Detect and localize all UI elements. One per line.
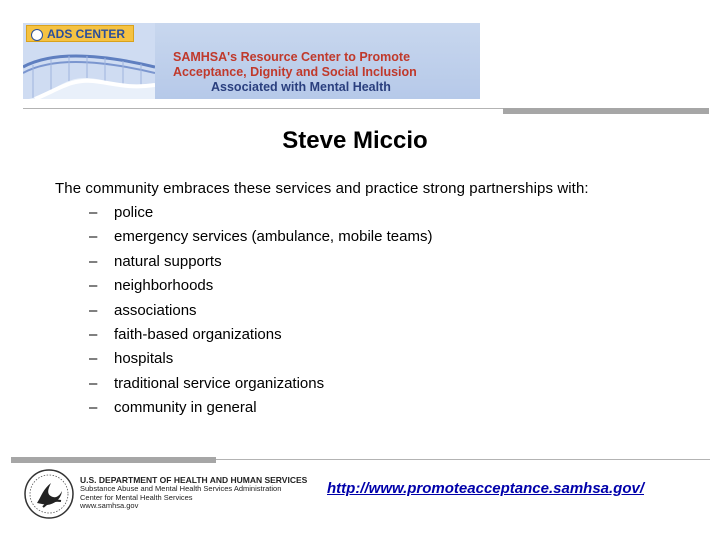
hhs-eagle-logo-icon (23, 467, 75, 521)
dash-bullet: – (89, 204, 98, 221)
header-divider (23, 108, 503, 109)
list-item-text: faith-based organizations (114, 325, 282, 343)
list-item-text: emergency services (ambulance, mobile teams) (114, 228, 433, 246)
list-item-text: neighborhoods (114, 277, 214, 295)
list-item (89, 253, 432, 277)
list-item (89, 204, 432, 228)
list-item (89, 326, 432, 350)
footer-divider-accent (11, 457, 216, 463)
slide-title: Steve Miccio (282, 127, 428, 154)
dash-bullet: – (89, 325, 98, 343)
header-banner (23, 23, 480, 99)
dash-bullet: – (89, 374, 98, 392)
header-divider-accent (503, 108, 709, 114)
list-item (89, 277, 432, 301)
list-item (89, 228, 432, 252)
list-item-text: police (114, 204, 154, 221)
promote-acceptance-link[interactable]: http://www.promoteacceptance.samhsa.gov/ (327, 480, 645, 497)
hhs-text-block (80, 476, 307, 511)
hhs-center: Center for Mental Health Services (80, 492, 193, 502)
list-item (89, 302, 432, 326)
list-item-text: community in general (114, 399, 257, 417)
footer-divider (216, 459, 710, 460)
intro-text: The community embraces these services and practice strong partnerships with: (55, 180, 589, 197)
hhs-agency: Substance Abuse and Mental Health Services Administration (80, 483, 282, 493)
list-item-text: associations (114, 301, 197, 319)
list-item-text: traditional service organizations (114, 374, 325, 392)
hhs-site: www.samhsa.gov (80, 501, 139, 511)
list-item (89, 375, 432, 399)
bridge-illustration (23, 23, 155, 99)
banner-line-1: SAMHSA's Resource Center to Promote (173, 50, 411, 64)
list-item-text: natural supports (114, 252, 222, 270)
dash-bullet: – (89, 399, 98, 417)
hhs-department: U.S. DEPARTMENT OF HEALTH AND HUMAN SERVICES (80, 475, 308, 485)
dash-bullet: – (89, 277, 98, 295)
partnership-list (89, 204, 432, 424)
banner-heading (173, 50, 473, 95)
dash-bullet: – (89, 350, 98, 368)
dash-bullet: – (89, 252, 98, 270)
banner-line-2: Acceptance, Dignity and Social Inclusion (173, 65, 417, 79)
list-item (89, 399, 432, 423)
dash-bullet: – (89, 228, 98, 246)
ads-center-logo: ADS CENTER (26, 25, 134, 42)
list-item (89, 350, 432, 374)
banner-line-3: Associated with Mental Health (211, 80, 391, 94)
list-item-text: hospitals (114, 350, 174, 368)
dash-bullet: – (89, 301, 98, 319)
